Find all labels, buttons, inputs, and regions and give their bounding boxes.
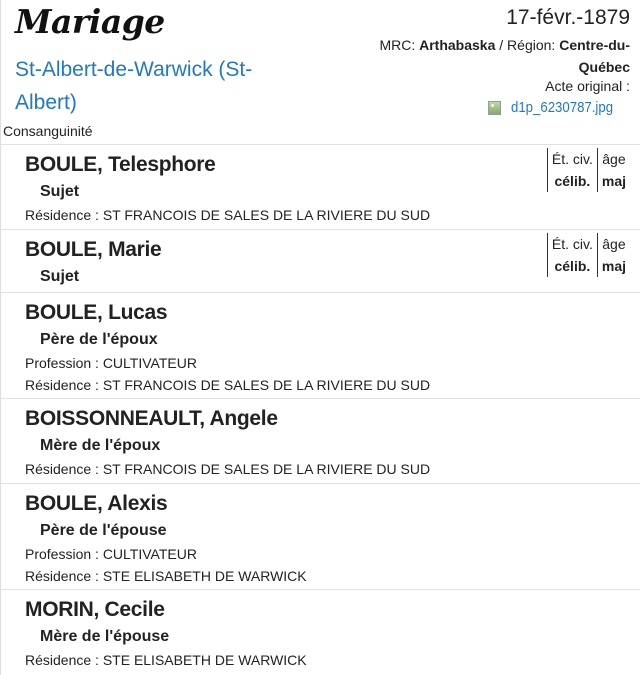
age-value: maj [601,258,626,274]
mrc-region-line [350,34,630,78]
mrc-label: MRC: [379,37,420,53]
mrc-value: Arthabaska [419,37,496,53]
person-role: Père de l'épouse [40,522,167,539]
civil-status-column [547,233,598,277]
person-entry [0,229,640,292]
person-profession: Profession : CULTIVATEUR [25,546,197,562]
person-name: BOULE, Lucas [25,301,168,324]
acte-original-label: Acte original : [545,78,630,94]
age-label: âge [602,236,626,252]
civil-status-box [547,148,630,192]
region-value: Centre-du-Québec [559,37,630,75]
person-entry [0,483,640,589]
person-entry [0,589,640,675]
parish-link[interactable]: St-Albert-de-Warwick (St-Albert) [15,58,253,114]
civil-status-box [547,233,630,277]
region-label: / Région: [495,37,560,53]
person-name: BOISSONNEAULT, Angele [25,407,278,430]
record-header [0,0,640,144]
person-residence: Résidence : ST FRANCOIS DE SALES DE LA RIVIERE DU SUD [25,377,431,393]
person-residence: Résidence : STE ELISABETH DE WARWICK [25,652,307,668]
age-column [598,233,630,277]
person-residence: Résidence : STE ELISABETH DE WARWICK [25,568,307,584]
person-name: BOULE, Telesphore [25,153,216,176]
civil-status-label: Ét. civ. [551,151,593,167]
person-role: Mère de l'époux [40,437,161,454]
person-entry [0,292,640,398]
image-file-icon [488,101,501,115]
person-name: BOULE, Alexis [25,492,168,515]
age-label: âge [602,151,626,167]
record-type-title: Mariage [15,2,165,41]
original-file-name[interactable]: d1p_6230787.jpg [511,99,614,116]
age-value: maj [601,173,626,189]
civil-status-column [547,148,598,192]
person-residence: Résidence : ST FRANCOIS DE SALES DE LA RIVIERE DU SUD [25,461,431,477]
person-entry [0,398,640,483]
consanguinite-label: Consanguinité [3,123,93,139]
civil-status-value: célib. [554,258,591,274]
person-profession: Profession : CULTIVATEUR [25,355,197,371]
original-file-link[interactable] [488,99,627,116]
person-residence: Résidence : ST FRANCOIS DE SALES DE LA RIVIERE DU SUD [25,207,431,223]
person-name: BOULE, Marie [25,238,162,261]
record-date: 17-févr.-1879 [506,6,630,29]
person-role: Sujet [40,268,80,285]
person-entry [0,144,640,229]
person-role: Sujet [40,183,80,200]
civil-status-label: Ét. civ. [551,236,593,252]
age-column [598,148,630,192]
person-role: Mère de l'épouse [40,628,170,645]
person-name: MORIN, Cecile [25,598,165,621]
person-role: Père de l'époux [40,331,158,348]
civil-status-value: célib. [554,173,591,189]
